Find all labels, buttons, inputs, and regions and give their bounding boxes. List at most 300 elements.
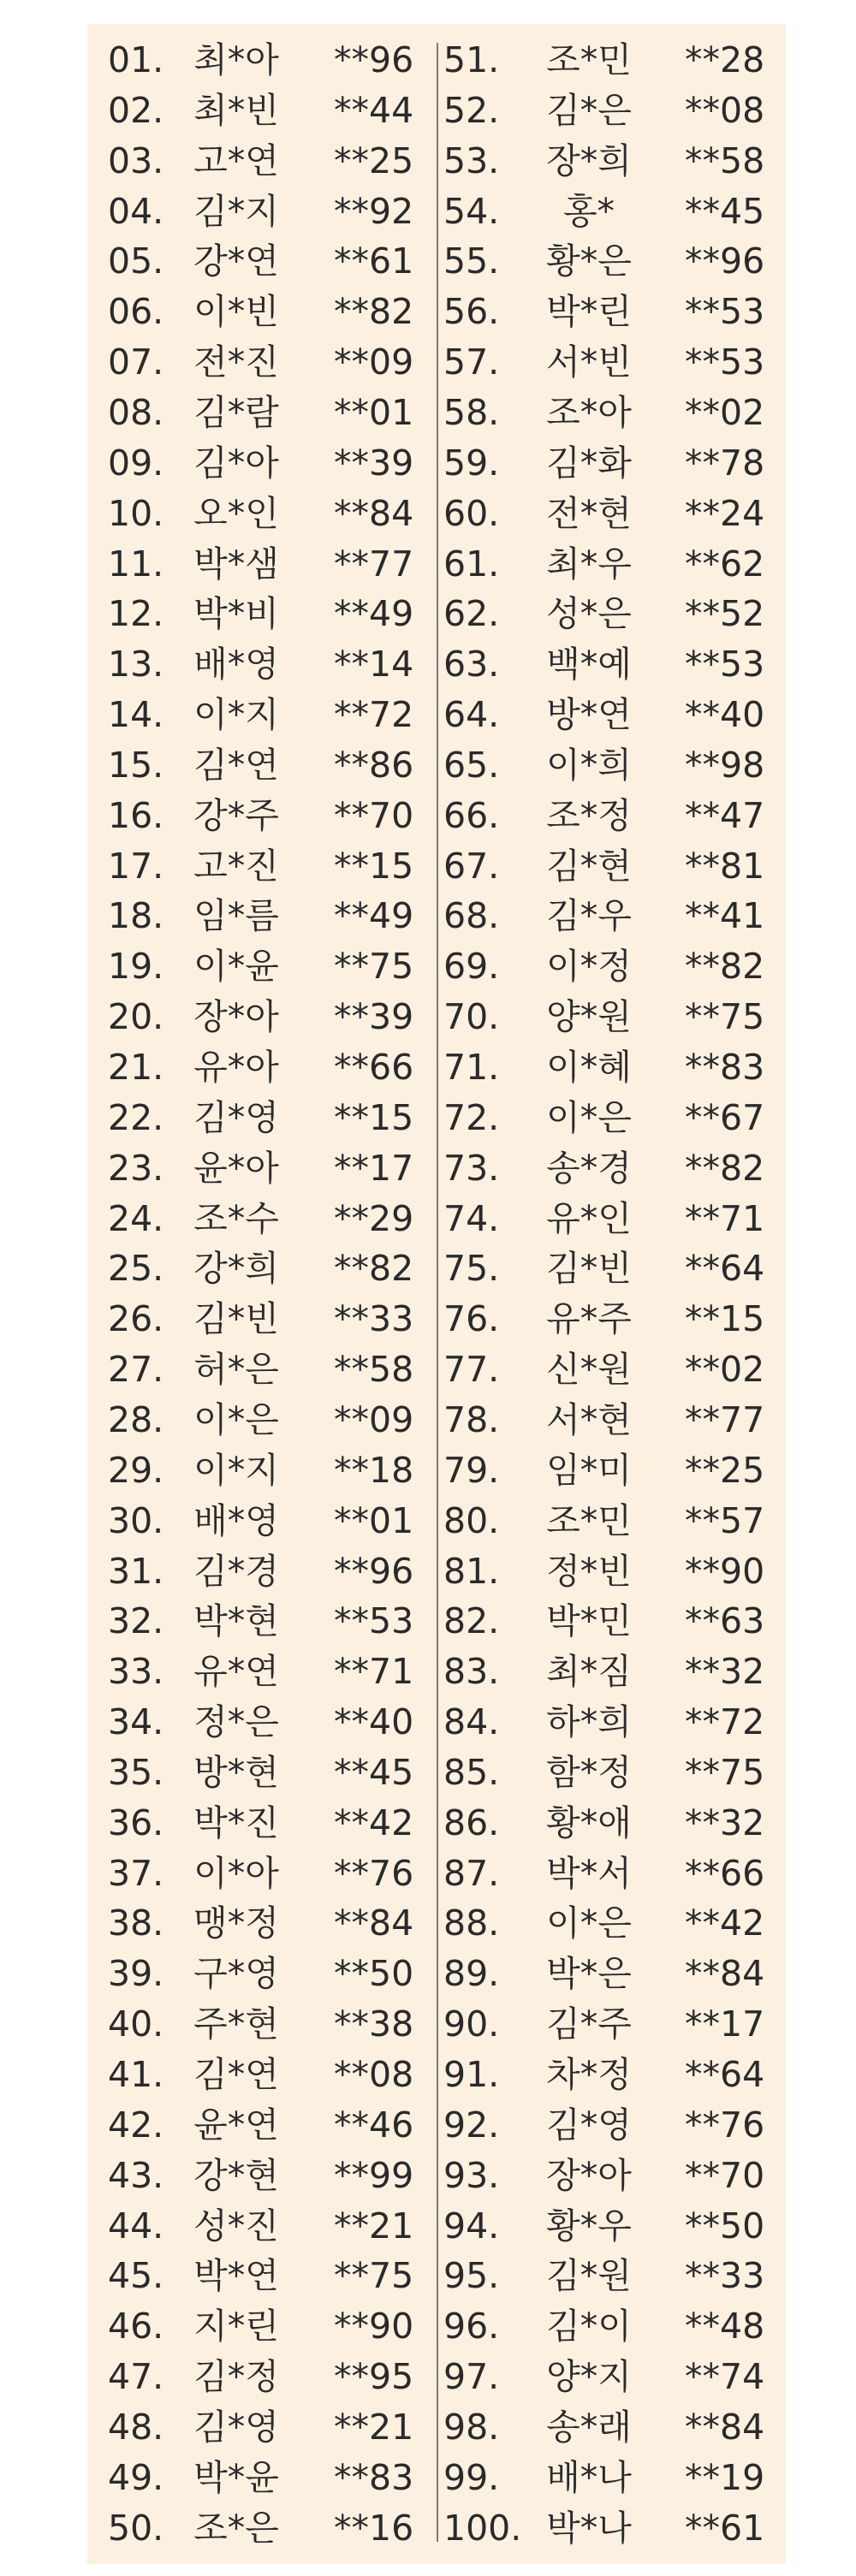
- entry-number: 67.: [443, 845, 500, 887]
- entry-number: 59.: [443, 442, 500, 484]
- masked-name: 박*비: [193, 593, 279, 635]
- entry-number: 42.: [108, 2104, 164, 2146]
- masked-phone-digits: **75: [334, 946, 414, 988]
- masked-phone-digits: **41: [685, 895, 765, 937]
- entry-number: 83.: [443, 1651, 500, 1693]
- masked-phone-digits: **21: [334, 2406, 414, 2448]
- masked-name: 하*희: [546, 1701, 632, 1743]
- entry-number: 15.: [108, 744, 164, 786]
- masked-name: 김*연: [193, 744, 279, 786]
- entry-number: 73.: [443, 1147, 500, 1189]
- masked-phone-digits: **32: [685, 1651, 765, 1693]
- masked-phone-digits: **76: [685, 2104, 765, 2146]
- entry-number: 46.: [108, 2306, 164, 2347]
- masked-phone-digits: **84: [685, 1953, 765, 1995]
- entry-number: 54.: [443, 190, 500, 232]
- masked-phone-digits: **21: [334, 2205, 414, 2247]
- masked-name: 이*희: [546, 744, 632, 786]
- masked-phone-digits: **84: [334, 492, 414, 534]
- entry-number: 47.: [108, 2356, 164, 2398]
- entry-number: 80.: [443, 1499, 500, 1541]
- masked-name: 박*서: [546, 1852, 632, 1894]
- masked-phone-digits: **48: [685, 2306, 765, 2347]
- masked-name: 김*빈: [193, 1298, 279, 1340]
- masked-name: 김*빈: [546, 1248, 632, 1290]
- masked-name: 윤*아: [193, 1147, 279, 1189]
- masked-phone-digits: **42: [334, 1801, 414, 1843]
- masked-name: 최*짐: [546, 1651, 632, 1693]
- entry-number: 87.: [443, 1852, 500, 1894]
- masked-phone-digits: **58: [334, 1349, 414, 1391]
- entry-number: 29.: [108, 1449, 164, 1491]
- masked-phone-digits: **38: [334, 2003, 414, 2045]
- entry-number: 79.: [443, 1449, 500, 1491]
- masked-name: 전*진: [193, 341, 279, 383]
- entry-number: 100.: [443, 2507, 522, 2549]
- masked-phone-digits: **84: [685, 2406, 765, 2448]
- masked-phone-digits: **63: [685, 1600, 765, 1642]
- masked-name: 유*아: [193, 1047, 279, 1088]
- entry-number: 82.: [443, 1600, 500, 1642]
- winners-list-panel: [87, 24, 786, 2564]
- masked-phone-digits: **33: [685, 2255, 765, 2297]
- masked-name: 박*진: [193, 1801, 279, 1843]
- masked-phone-digits: **81: [685, 845, 765, 887]
- masked-phone-digits: **09: [334, 341, 414, 383]
- entry-number: 97.: [443, 2356, 500, 2398]
- entry-number: 95.: [443, 2255, 500, 2297]
- entry-number: 84.: [443, 1701, 500, 1743]
- masked-name: 홍*: [562, 190, 615, 232]
- masked-phone-digits: **99: [334, 2154, 414, 2196]
- masked-name: 김*영: [193, 2406, 279, 2448]
- masked-phone-digits: **49: [334, 895, 414, 937]
- masked-phone-digits: **82: [334, 291, 414, 333]
- masked-name: 조*수: [193, 1197, 279, 1239]
- entry-number: 56.: [443, 291, 500, 333]
- masked-name: 김*지: [193, 190, 279, 232]
- masked-phone-digits: **83: [334, 2456, 414, 2498]
- masked-name: 이*윤: [193, 946, 279, 988]
- masked-name: 백*예: [546, 644, 632, 686]
- masked-phone-digits: **82: [685, 1147, 765, 1189]
- masked-name: 김*우: [546, 895, 632, 937]
- entry-number: 61.: [443, 543, 500, 585]
- masked-name: 이*지: [193, 1449, 279, 1491]
- entry-number: 49.: [108, 2456, 164, 2498]
- masked-name: 성*은: [546, 593, 632, 635]
- entry-number: 65.: [443, 744, 500, 786]
- masked-name: 차*정: [546, 2054, 632, 2095]
- entry-number: 98.: [443, 2406, 500, 2448]
- entry-number: 90.: [443, 2003, 500, 2045]
- masked-phone-digits: **90: [685, 1550, 765, 1592]
- entry-number: 26.: [108, 1298, 164, 1340]
- masked-name: 강*희: [193, 1248, 279, 1290]
- masked-phone-digits: **75: [685, 1751, 765, 1793]
- entry-number: 01.: [108, 39, 164, 80]
- masked-name: 배*영: [193, 644, 279, 686]
- entry-number: 85.: [443, 1751, 500, 1793]
- masked-name: 이*정: [546, 946, 632, 988]
- entry-number: 44.: [108, 2205, 164, 2247]
- masked-phone-digits: **61: [334, 240, 414, 282]
- masked-phone-digits: **40: [334, 1701, 414, 1743]
- masked-phone-digits: **46: [334, 2104, 414, 2146]
- entry-number: 32.: [108, 1600, 164, 1642]
- masked-name: 박*샘: [193, 543, 279, 585]
- masked-phone-digits: **86: [334, 744, 414, 786]
- masked-phone-digits: **08: [685, 89, 765, 131]
- masked-name: 고*연: [193, 139, 279, 181]
- masked-name: 이*지: [193, 694, 279, 736]
- masked-phone-digits: **75: [685, 996, 765, 1038]
- masked-name: 김*이: [546, 2306, 632, 2347]
- masked-phone-digits: **33: [334, 1298, 414, 1340]
- masked-phone-digits: **76: [334, 1852, 414, 1894]
- masked-phone-digits: **96: [685, 240, 765, 282]
- entry-number: 48.: [108, 2406, 164, 2448]
- masked-phone-digits: **02: [685, 391, 765, 433]
- masked-phone-digits: **66: [685, 1852, 765, 1894]
- masked-phone-digits: **15: [685, 1298, 765, 1340]
- entry-number: 21.: [108, 1047, 164, 1088]
- masked-name: 조*은: [193, 2507, 279, 2549]
- masked-name: 김*정: [193, 2356, 279, 2398]
- masked-phone-digits: **39: [334, 996, 414, 1038]
- masked-phone-digits: **77: [334, 543, 414, 585]
- masked-name: 유*연: [193, 1651, 279, 1693]
- masked-name: 김*현: [546, 845, 632, 887]
- masked-phone-digits: **19: [685, 2456, 765, 2498]
- masked-name: 김*영: [546, 2104, 632, 2146]
- entry-number: 22.: [108, 1096, 164, 1138]
- masked-name: 황*우: [546, 2205, 632, 2247]
- entry-number: 63.: [443, 644, 500, 686]
- masked-name: 장*아: [193, 996, 279, 1038]
- masked-phone-digits: **42: [685, 1902, 765, 1944]
- entry-number: 78.: [443, 1398, 500, 1440]
- masked-phone-digits: **95: [334, 2356, 414, 2398]
- entry-number: 30.: [108, 1499, 164, 1541]
- masked-name: 서*현: [546, 1398, 632, 1440]
- masked-name: 김*연: [193, 2054, 279, 2095]
- entry-number: 53.: [443, 139, 500, 181]
- entry-number: 39.: [108, 1953, 164, 1995]
- masked-name: 배*나: [546, 2456, 632, 2498]
- entry-number: 12.: [108, 593, 164, 635]
- entry-number: 23.: [108, 1147, 164, 1189]
- masked-name: 양*지: [546, 2356, 632, 2398]
- masked-phone-digits: **71: [334, 1651, 414, 1693]
- masked-phone-digits: **72: [334, 694, 414, 736]
- masked-name: 황*애: [546, 1801, 632, 1843]
- masked-phone-digits: **29: [334, 1197, 414, 1239]
- masked-name: 임*미: [546, 1449, 632, 1491]
- masked-name: 박*은: [546, 1953, 632, 1995]
- entry-number: 40.: [108, 2003, 164, 2045]
- entry-number: 08.: [108, 391, 164, 433]
- masked-name: 신*원: [546, 1349, 632, 1391]
- entry-number: 91.: [443, 2054, 500, 2095]
- entry-number: 52.: [443, 89, 500, 131]
- masked-phone-digits: **53: [685, 644, 765, 686]
- entry-number: 27.: [108, 1349, 164, 1391]
- entry-number: 62.: [443, 593, 500, 635]
- masked-name: 정*은: [193, 1701, 279, 1743]
- entry-number: 03.: [108, 139, 164, 181]
- masked-name: 박*린: [546, 291, 632, 333]
- masked-name: 지*린: [193, 2306, 279, 2347]
- entry-number: 02.: [108, 89, 164, 131]
- entry-number: 69.: [443, 946, 500, 988]
- entry-number: 93.: [443, 2154, 500, 2196]
- masked-phone-digits: **53: [334, 1600, 414, 1642]
- masked-name: 김*람: [193, 391, 279, 433]
- masked-name: 구*영: [193, 1953, 279, 1995]
- masked-phone-digits: **64: [685, 2054, 765, 2095]
- masked-name: 이*은: [546, 1902, 632, 1944]
- entry-number: 25.: [108, 1248, 164, 1290]
- masked-phone-digits: **28: [685, 39, 765, 80]
- masked-name: 최*우: [546, 543, 632, 585]
- masked-name: 이*은: [546, 1096, 632, 1138]
- masked-name: 함*정: [546, 1751, 632, 1793]
- entry-number: 16.: [108, 794, 164, 836]
- masked-phone-digits: **16: [334, 2507, 414, 2549]
- entry-number: 38.: [108, 1902, 164, 1944]
- masked-phone-digits: **71: [685, 1197, 765, 1239]
- masked-name: 이*은: [193, 1398, 279, 1440]
- masked-name: 박*현: [193, 1600, 279, 1642]
- masked-name: 조*아: [546, 391, 632, 433]
- masked-name: 강*연: [193, 240, 279, 282]
- masked-name: 이*아: [193, 1852, 279, 1894]
- masked-phone-digits: **09: [334, 1398, 414, 1440]
- entry-number: 89.: [443, 1953, 500, 1995]
- masked-name: 이*혜: [546, 1047, 632, 1088]
- entry-number: 28.: [108, 1398, 164, 1440]
- masked-name: 오*인: [193, 492, 279, 534]
- masked-name: 강*현: [193, 2154, 279, 2196]
- entry-number: 35.: [108, 1751, 164, 1793]
- masked-name: 강*주: [193, 794, 279, 836]
- masked-phone-digits: **90: [334, 2306, 414, 2347]
- entry-number: 41.: [108, 2054, 164, 2095]
- entry-number: 50.: [108, 2507, 164, 2549]
- masked-phone-digits: **70: [334, 794, 414, 836]
- masked-name: 박*민: [546, 1600, 632, 1642]
- entry-number: 68.: [443, 895, 500, 937]
- masked-phone-digits: **52: [685, 593, 765, 635]
- masked-name: 김*원: [546, 2255, 632, 2297]
- entry-number: 14.: [108, 694, 164, 736]
- entry-number: 58.: [443, 391, 500, 433]
- masked-phone-digits: **40: [685, 694, 765, 736]
- masked-phone-digits: **15: [334, 845, 414, 887]
- masked-phone-digits: **92: [334, 190, 414, 232]
- masked-name: 유*주: [546, 1298, 632, 1340]
- entry-number: 94.: [443, 2205, 500, 2247]
- entry-number: 13.: [108, 644, 164, 686]
- masked-name: 장*희: [546, 139, 632, 181]
- column-divider: [437, 43, 438, 2542]
- masked-phone-digits: **25: [334, 139, 414, 181]
- masked-name: 황*은: [546, 240, 632, 282]
- masked-name: 조*정: [546, 794, 632, 836]
- masked-name: 방*현: [193, 1751, 279, 1793]
- masked-name: 허*은: [193, 1349, 279, 1391]
- entry-number: 37.: [108, 1852, 164, 1894]
- entry-number: 04.: [108, 190, 164, 232]
- entry-number: 86.: [443, 1801, 500, 1843]
- masked-phone-digits: **49: [334, 593, 414, 635]
- entry-number: 33.: [108, 1651, 164, 1693]
- masked-name: 양*원: [546, 996, 632, 1038]
- entry-number: 36.: [108, 1801, 164, 1843]
- masked-name: 장*아: [546, 2154, 632, 2196]
- masked-name: 배*영: [193, 1499, 279, 1541]
- masked-name: 고*진: [193, 845, 279, 887]
- masked-name: 성*진: [193, 2205, 279, 2247]
- entry-number: 72.: [443, 1096, 500, 1138]
- masked-phone-digits: **84: [334, 1902, 414, 1944]
- masked-phone-digits: **75: [334, 2255, 414, 2297]
- entry-number: 17.: [108, 845, 164, 887]
- masked-name: 김*경: [193, 1550, 279, 1592]
- entry-number: 77.: [443, 1349, 500, 1391]
- entry-number: 81.: [443, 1550, 500, 1592]
- masked-name: 김*영: [193, 1096, 279, 1138]
- masked-name: 김*주: [546, 2003, 632, 2045]
- entry-number: 18.: [108, 895, 164, 937]
- entry-number: 24.: [108, 1197, 164, 1239]
- entry-number: 74.: [443, 1197, 500, 1239]
- masked-phone-digits: **15: [334, 1096, 414, 1138]
- masked-phone-digits: **66: [334, 1047, 414, 1088]
- masked-phone-digits: **70: [685, 2154, 765, 2196]
- entry-number: 10.: [108, 492, 164, 534]
- masked-phone-digits: **82: [334, 1248, 414, 1290]
- masked-name: 최*빈: [193, 89, 279, 131]
- entry-number: 34.: [108, 1701, 164, 1743]
- entry-number: 19.: [108, 946, 164, 988]
- masked-phone-digits: **50: [334, 1953, 414, 1995]
- entry-number: 57.: [443, 341, 500, 383]
- masked-phone-digits: **08: [334, 2054, 414, 2095]
- masked-name: 조*민: [546, 39, 632, 80]
- masked-phone-digits: **17: [334, 1147, 414, 1189]
- masked-phone-digits: **45: [685, 190, 765, 232]
- entry-number: 09.: [108, 442, 164, 484]
- masked-phone-digits: **96: [334, 39, 414, 80]
- masked-phone-digits: **72: [685, 1701, 765, 1743]
- masked-phone-digits: **98: [685, 744, 765, 786]
- entry-number: 88.: [443, 1902, 500, 1944]
- entry-number: 76.: [443, 1298, 500, 1340]
- entry-number: 11.: [108, 543, 164, 585]
- masked-name: 김*아: [193, 442, 279, 484]
- masked-name: 조*민: [546, 1499, 632, 1541]
- masked-phone-digits: **02: [685, 1349, 765, 1391]
- masked-phone-digits: **39: [334, 442, 414, 484]
- entry-number: 60.: [443, 492, 500, 534]
- masked-name: 박*윤: [193, 2456, 279, 2498]
- masked-name: 송*래: [546, 2406, 632, 2448]
- masked-phone-digits: **45: [334, 1751, 414, 1793]
- masked-name: 임*름: [193, 895, 279, 937]
- masked-phone-digits: **62: [685, 543, 765, 585]
- masked-name: 맹*정: [193, 1902, 279, 1944]
- entry-number: 07.: [108, 341, 164, 383]
- masked-phone-digits: **58: [685, 139, 765, 181]
- masked-phone-digits: **53: [685, 291, 765, 333]
- masked-phone-digits: **24: [685, 492, 765, 534]
- masked-name: 윤*연: [193, 2104, 279, 2146]
- masked-phone-digits: **78: [685, 442, 765, 484]
- entry-number: 75.: [443, 1248, 500, 1290]
- masked-phone-digits: **67: [685, 1096, 765, 1138]
- masked-name: 정*빈: [546, 1550, 632, 1592]
- masked-phone-digits: **96: [334, 1550, 414, 1592]
- entry-number: 64.: [443, 694, 500, 736]
- entry-number: 05.: [108, 240, 164, 282]
- masked-name: 서*빈: [546, 341, 632, 383]
- masked-name: 최*아: [193, 39, 279, 80]
- masked-phone-digits: **57: [685, 1499, 765, 1541]
- masked-name: 주*현: [193, 2003, 279, 2045]
- entry-number: 45.: [108, 2255, 164, 2297]
- entry-number: 51.: [443, 39, 500, 80]
- masked-name: 박*연: [193, 2255, 279, 2297]
- entry-number: 20.: [108, 996, 164, 1038]
- masked-phone-digits: **01: [334, 391, 414, 433]
- masked-name: 김*은: [546, 89, 632, 131]
- masked-phone-digits: **82: [685, 946, 765, 988]
- entry-number: 96.: [443, 2306, 500, 2347]
- masked-phone-digits: **77: [685, 1398, 765, 1440]
- masked-phone-digits: **25: [685, 1449, 765, 1491]
- entry-number: 99.: [443, 2456, 500, 2498]
- masked-phone-digits: **53: [685, 341, 765, 383]
- masked-name: 송*경: [546, 1147, 632, 1189]
- masked-phone-digits: **01: [334, 1499, 414, 1541]
- entry-number: 43.: [108, 2154, 164, 2196]
- masked-phone-digits: **14: [334, 644, 414, 686]
- masked-phone-digits: **47: [685, 794, 765, 836]
- masked-phone-digits: **83: [685, 1047, 765, 1088]
- entry-number: 66.: [443, 794, 500, 836]
- masked-phone-digits: **50: [685, 2205, 765, 2247]
- masked-phone-digits: **44: [334, 89, 414, 131]
- masked-phone-digits: **64: [685, 1248, 765, 1290]
- masked-name: 유*인: [546, 1197, 632, 1239]
- entry-number: 92.: [443, 2104, 500, 2146]
- entry-number: 71.: [443, 1047, 500, 1088]
- entry-number: 06.: [108, 291, 164, 333]
- entry-number: 31.: [108, 1550, 164, 1592]
- masked-phone-digits: **61: [685, 2507, 765, 2549]
- masked-name: 방*연: [546, 694, 632, 736]
- masked-phone-digits: **74: [685, 2356, 765, 2398]
- masked-phone-digits: **18: [334, 1449, 414, 1491]
- masked-name: 전*현: [546, 492, 632, 534]
- entry-number: 70.: [443, 996, 500, 1038]
- entry-number: 55.: [443, 240, 500, 282]
- masked-name: 김*화: [546, 442, 632, 484]
- masked-name: 이*빈: [193, 291, 279, 333]
- masked-phone-digits: **32: [685, 1801, 765, 1843]
